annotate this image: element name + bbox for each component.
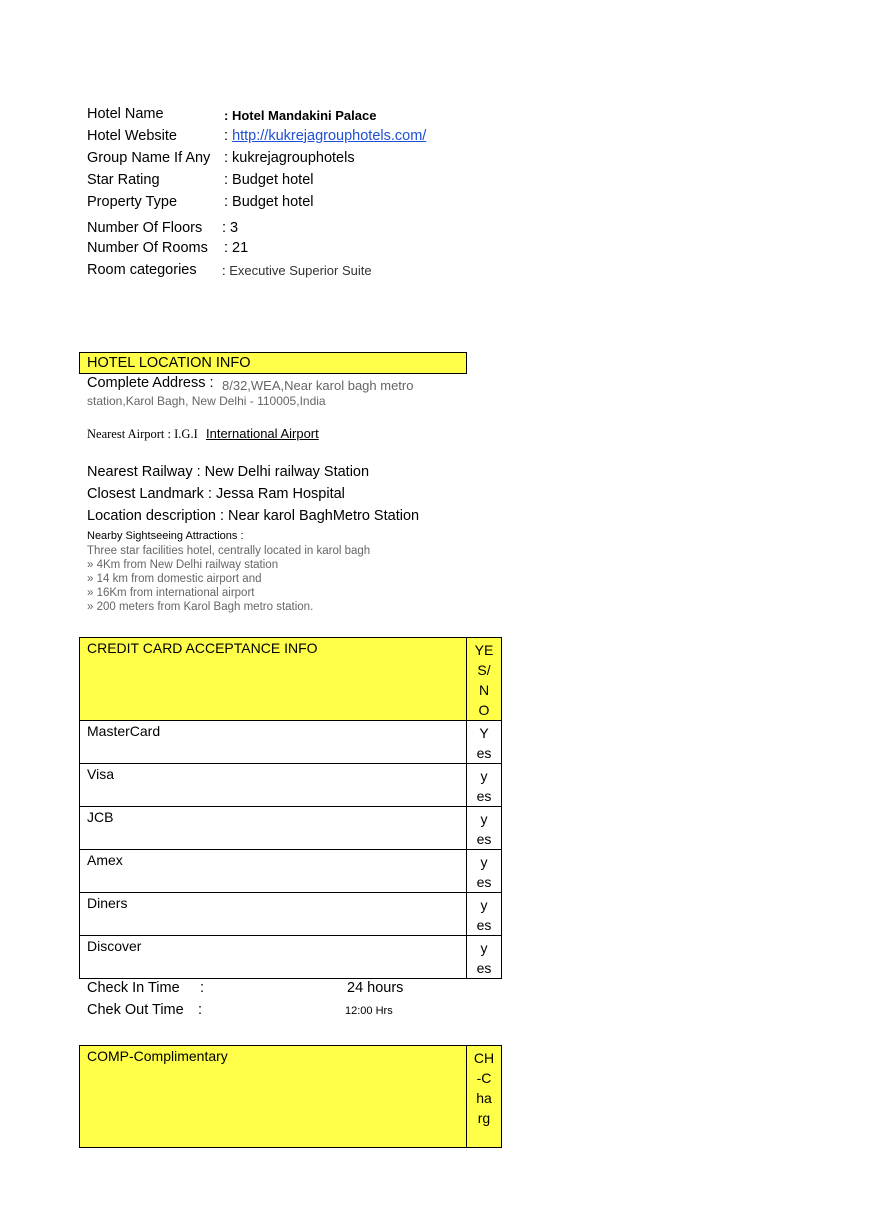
card-accepted-part: es	[476, 745, 492, 761]
card-accepted-part: es	[476, 874, 492, 890]
room-categories-label: Room categories	[87, 262, 197, 278]
checkin-label: Check In Time	[87, 980, 180, 996]
card-accepted	[467, 721, 502, 764]
checkout-value: 12:00 Hrs	[345, 1005, 393, 1017]
card-name: MasterCard	[80, 721, 467, 764]
charge-header-part: ha	[476, 1090, 492, 1106]
card-name: Visa	[80, 764, 467, 807]
credit-card-header: CREDIT CARD ACCEPTANCE INFO	[80, 638, 467, 721]
yes-no-header-part: YE	[474, 642, 494, 658]
rooms-value: : 21	[224, 240, 249, 256]
table-row	[80, 893, 502, 936]
card-name: Amex	[80, 850, 467, 893]
hotel-name-value: : Hotel Mandakini Palace	[224, 108, 377, 123]
attraction-item: » 4Km from New Delhi railway station	[87, 559, 279, 571]
card-accepted	[467, 850, 502, 893]
star-rating-label: Star Rating	[87, 172, 160, 188]
location-section-title: HOTEL LOCATION INFO	[87, 355, 251, 371]
card-accepted	[467, 893, 502, 936]
nearest-railway: Nearest Railway : New Delhi railway Station	[87, 464, 370, 480]
table-row	[80, 764, 502, 807]
hotel-name-label: Hotel Name	[87, 106, 164, 122]
hotel-website-value	[224, 128, 426, 144]
airport-value: International Airport	[206, 426, 319, 441]
checkout-colon: :	[198, 1002, 203, 1018]
card-accepted	[467, 936, 502, 979]
card-accepted	[467, 764, 502, 807]
charge-header-part: rg	[477, 1110, 491, 1126]
table-row	[80, 721, 502, 764]
card-name: JCB	[80, 807, 467, 850]
property-type-value: : Budget hotel	[224, 194, 314, 210]
table-row	[80, 936, 502, 979]
address-label: Complete Address :	[87, 375, 214, 391]
room-categories-value	[222, 263, 372, 278]
credit-card-header-row	[80, 638, 502, 721]
attraction-item: » 16Km from international airport	[87, 587, 255, 599]
attraction-item: » 14 km from domestic airport and	[87, 573, 262, 585]
card-accepted-part: y	[480, 811, 488, 827]
yes-no-header-part: N	[478, 682, 490, 698]
address-line2: station,Karol Bagh, New Delhi - 110005,India	[87, 394, 326, 408]
attractions-label: Nearby Sightseeing Attractions :	[87, 530, 244, 542]
card-name: Discover	[80, 936, 467, 979]
hotel-website-link[interactable]: http://kukrejagrouphotels.com/	[232, 128, 427, 144]
table-row	[80, 807, 502, 850]
checkin-value: 24 hours	[347, 980, 404, 996]
card-accepted-part: es	[476, 960, 492, 976]
checkin-colon: :	[200, 980, 205, 996]
yes-no-header-part: S/	[477, 662, 491, 678]
star-rating-value: : Budget hotel	[224, 172, 314, 188]
group-name-value: : kukrejagrouphotels	[224, 150, 355, 166]
hotel-website-prefix: :	[224, 128, 233, 144]
card-accepted-part: es	[476, 917, 492, 933]
rooms-label: Number Of Rooms	[87, 240, 208, 256]
credit-card-table	[79, 637, 502, 979]
property-type-label: Property Type	[87, 194, 178, 210]
room-categories-text: Executive Superior Suite	[229, 263, 372, 278]
closest-landmark: Closest Landmark : Jessa Ram Hospital	[87, 486, 345, 502]
hotel-website-label: Hotel Website	[87, 128, 177, 144]
complimentary-table	[79, 1045, 502, 1148]
airport-label: Nearest Airport : I.G.I	[87, 427, 198, 441]
room-categories-prefix: :	[222, 263, 230, 278]
card-accepted-part: Y	[479, 725, 489, 741]
complimentary-header: COMP-Complimentary	[80, 1046, 467, 1148]
group-name-label: Group Name If Any	[87, 150, 211, 166]
attraction-item: » 200 meters from Karol Bagh metro station.	[87, 601, 314, 613]
card-name: Diners	[80, 893, 467, 936]
complimentary-header-row	[80, 1046, 502, 1148]
table-row	[80, 850, 502, 893]
card-accepted	[467, 807, 502, 850]
charge-header	[467, 1046, 502, 1148]
charge-header-part: -C	[476, 1070, 492, 1086]
yes-no-header-part: O	[478, 702, 490, 718]
location-section-header	[79, 352, 467, 374]
card-accepted-part: y	[480, 854, 488, 870]
floors-value: : 3	[222, 220, 239, 236]
location-description: Location description : Near karol BaghMetro Station	[87, 508, 420, 524]
card-accepted-part: y	[480, 768, 488, 784]
card-accepted-part: y	[480, 897, 488, 913]
charge-header-part: CH	[473, 1050, 495, 1066]
attraction-item: Three star facilities hotel, centrally located in karol bagh	[87, 545, 371, 557]
card-accepted-part: y	[480, 940, 488, 956]
card-accepted-part: es	[476, 831, 492, 847]
card-accepted-part: es	[476, 788, 492, 804]
address-line1: 8/32,WEA,Near karol bagh metro	[222, 378, 414, 393]
floors-label: Number Of Floors	[87, 220, 203, 236]
yes-no-header	[467, 638, 502, 721]
checkout-label: Chek Out Time	[87, 1002, 184, 1018]
